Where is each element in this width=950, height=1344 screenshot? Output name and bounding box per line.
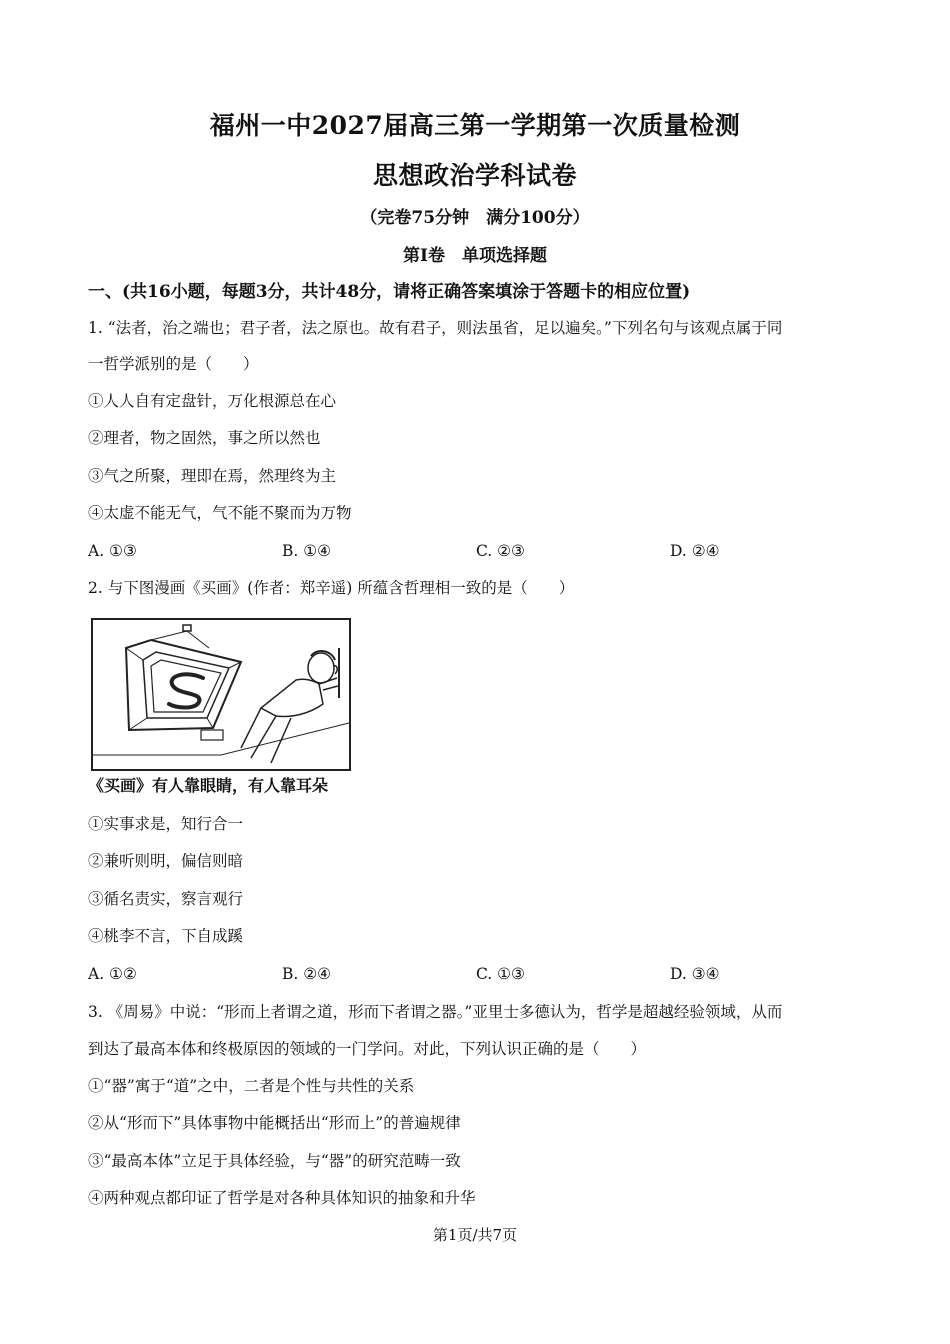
exam-title: 福州一中2027届高三第一学期第一次质量检测 (209, 111, 741, 140)
q2-option-a[interactable]: A. ①② (88, 965, 137, 983)
part-title: 第Ⅰ卷 单项选择题 (403, 246, 547, 266)
section-heading: 一、(共16小题，每题3分，共计48分，请将正确答案填涂于答题卡的相应位置) (88, 282, 691, 302)
q3-item-4: ④两种观点都印证了哲学是对各种具体知识的抽象和升华 (88, 1189, 476, 1207)
q3-stem-line1: 3. 《周易》中说：“形而上者谓之道，形而下者谓之器。”亚里士多德认为，哲学是超越经验领域，从而 (88, 1003, 783, 1021)
q1-item-4: ④太虚不能无气，气不能不聚而为万物 (88, 504, 352, 522)
q1-item-3: ③气之所聚，理即在焉，然理终为主 (88, 467, 337, 485)
cartoon-buying-painting (91, 618, 351, 771)
q2-item-1: ①实事求是，知行合一 (88, 815, 244, 833)
q2-item-4: ④桃李不言，下自成蹊 (88, 927, 244, 945)
q1-stem-line2: 一哲学派别的是（ ） (88, 355, 259, 373)
q1-item-2: ②理者，物之固然，事之所以然也 (88, 429, 321, 447)
q3-item-2: ②从“形而下”具体事物中能概括出“形而上”的普遍规律 (88, 1114, 461, 1132)
q1-option-c[interactable]: C. ②③ (476, 542, 525, 560)
q2-item-2: ②兼听则明，偏信则暗 (88, 852, 244, 870)
q1-option-d[interactable]: D. ②④ (670, 542, 720, 560)
q1-stem-line1: 1. “法者，治之端也；君子者，法之原也。故有君子，则法虽省，足以遍矣。”下列名句与该观点属于同 (88, 319, 783, 337)
q2-option-c[interactable]: C. ①③ (476, 965, 525, 983)
q1-option-a[interactable]: A. ①③ (88, 542, 137, 560)
q2-item-3: ③循名责实，察言观行 (88, 890, 244, 908)
q2-option-d[interactable]: D. ③④ (670, 965, 720, 983)
page-number: 第1页/共7页 (432, 1226, 518, 1244)
q3-stem-line2: 到达了最高本体和终极原因的领域的一门学问。对此，下列认识正确的是（ ） (88, 1040, 647, 1058)
q1-item-1: ①人人自有定盘针，万化根源总在心 (88, 392, 337, 410)
q3-item-1: ①“器”寓于“道”之中，二者是个性与共性的关系 (88, 1077, 415, 1095)
q2-stem: 2. 与下图漫画《买画》(作者：郑辛遥) 所蕴含哲理相一致的是（ ） (88, 579, 575, 597)
q3-item-3: ③“最高本体”立足于具体经验，与“器”的研究范畴一致 (88, 1152, 461, 1170)
q1-option-b[interactable]: B. ①④ (282, 542, 332, 560)
exam-subtitle: 思想政治学科试卷 (372, 161, 577, 190)
figure-caption: 《买画》有人靠眼睛，有人靠耳朵 (88, 776, 329, 795)
q2-option-b[interactable]: B. ②④ (282, 965, 332, 983)
exam-info: （完卷75分钟 满分100分） (360, 208, 590, 228)
